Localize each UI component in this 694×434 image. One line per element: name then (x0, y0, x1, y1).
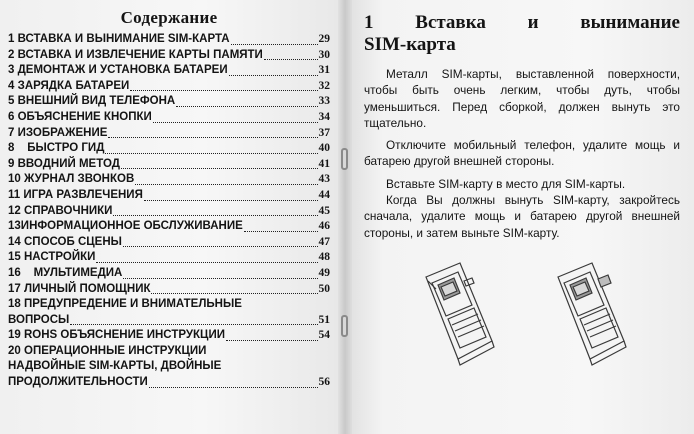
contents-page (0, 0, 340, 434)
toc-entry: 17 ЛИЧНЫЙ ПОМОЩНИК 50 (8, 282, 330, 295)
binding-gutter (338, 0, 352, 434)
toc-entry: 20 ОПЕРАЦИОННЫЕ ИНСТРУКЦИИ НАДВОЙНЫЕ SIM-КАРТЫ, ДВОЙНЫЕ ПРОДОЛЖИТЕЛЬНОСТИ 56 (8, 344, 330, 389)
toc-entry: 8 БЫСТРО ГИД 40 (8, 142, 330, 155)
paragraph: Когда Вы должны вынуть SIM-карту, закройтесь сначала, удалите мощь и батарею другой внешней стороны, и затем выньте SIM-карту. (364, 193, 680, 240)
instruction-page (340, 0, 694, 434)
toc-entry: 19 ROHS ОБЪЯСНЕНИЕ ИНСТРУКЦИИ 54 (8, 329, 330, 342)
section-heading: 1 Вставка и вынимание SIM-карта (364, 12, 680, 55)
toc-entry: 12 СПРАВОЧНИКИ 45 (8, 204, 330, 217)
paragraph: Вставьте SIM-карту в место для SIM-карты. (386, 176, 626, 191)
staple-icon (341, 315, 348, 337)
toc-entry: 6 ОБЪЯСНЕНИЕ КНОПКИ 34 (8, 110, 330, 123)
staple-icon (341, 148, 348, 170)
toc-entry: 9 ВВОДНИЙ МЕТОД 41 (8, 157, 330, 170)
toc-entry: 3 ДЕМОНТАЖ И УСТАНОВКА БАТАРЕИ 31 (8, 64, 330, 77)
paragraph: Металл SIM-карты, выставленной поверхности, чтобы быть очень легким, чтобы дуть, чтобы уменьшиться. Перед сборкой, должен вынуть это тщательно. (364, 67, 680, 130)
toc-entry: 13ИНФОРМАЦИОННОЕ ОБСЛУЖИВАНИЕ 46 (8, 220, 330, 233)
toc-entry: 7 ИЗОБРАЖЕНИЕ 37 (8, 126, 330, 139)
toc-entry: 16 МУЛЬТИМЕДИА 49 (8, 266, 330, 279)
toc-entry: 5 ВНЕШНИЙ ВИД ТЕЛЕФОНА 33 (8, 95, 330, 108)
toc-entry: 18 ПРЕДУПРЕДЕНИЕ И ВНИМАТЕЛЬНЫЕ ВОПРОСЫ 51 (8, 298, 330, 326)
toc-entry: 2 ВСТАВКА И ИЗВЛЕЧЕНИЕ КАРТЫ ПАМЯТИ 30 (8, 48, 330, 61)
sim-card-illustration (364, 259, 680, 369)
toc-entry: 15 НАСТРОЙКИ 48 (8, 251, 330, 264)
toc-entry: 14 СПОСОБ СЦЕНЫ 47 (8, 235, 330, 248)
section-body (364, 66, 680, 241)
paragraph: Отключите мобильный телефон, удалите мощь и батарею другой внешней стороны. (364, 138, 680, 169)
contents-title: Содержание (120, 8, 218, 27)
toc-entry: 11 ИГРА РАЗВЛЕЧЕНИЯ 44 (8, 188, 330, 201)
table-of-contents (8, 32, 330, 391)
phone-back-illustration (540, 259, 650, 369)
phone-back-illustration (408, 259, 518, 369)
toc-entry: 10 ЖУРНАЛ ЗВОНКОВ 43 (8, 173, 330, 186)
toc-entry: 1 ВСТАВКА И ВЫНИМАНИЕ SIM-КАРТА 29 (8, 33, 330, 45)
toc-entry: 4 ЗАРЯДКА БАТАРЕИ 32 (8, 79, 330, 92)
